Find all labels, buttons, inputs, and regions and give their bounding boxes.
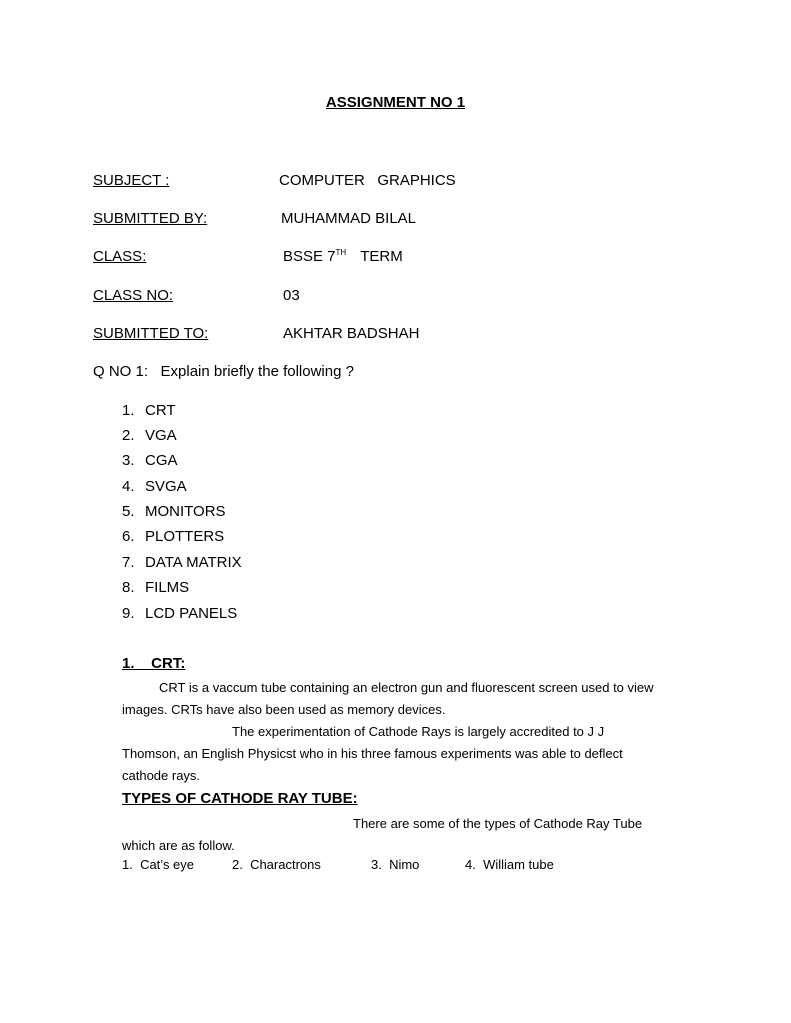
list-item-number: 2. [122, 427, 135, 444]
submitted-to-value: AKHTAR BADSHAH [283, 325, 420, 342]
crt-heading: 1. CRT: [122, 655, 186, 672]
list-item-text: PLOTTERS [145, 528, 225, 545]
types-intro-line: which are as follow. [122, 838, 235, 853]
list-item-text: MONITORS [145, 503, 226, 520]
list-item-number: 7. [122, 554, 135, 571]
list-item-text: CGA [145, 452, 178, 469]
list-item-number: 8. [122, 579, 135, 596]
submitted-by-label: SUBMITTED BY: [93, 210, 208, 227]
subject-value: COMPUTER GRAPHICS [279, 172, 456, 189]
list-item-text: VGA [145, 427, 177, 444]
list-item-text: FILMS [145, 579, 190, 596]
class-value-prefix: BSSE 7 [283, 248, 336, 265]
types-heading: TYPES OF CATHODE RAY TUBE: [122, 790, 358, 807]
crt-paragraph-line: Thomson, an English Physicst who in his three famous experiments was able to deflect [122, 746, 623, 761]
crt-paragraph-line: CRT is a vaccum tube containing an electron gun and fluorescent screen used to view [159, 680, 654, 695]
class-no-label: CLASS NO: [93, 287, 174, 304]
list-item-text: CRT [145, 402, 176, 419]
types-list-item: 1. Cat’s eye [122, 857, 195, 872]
submitted-to-label: SUBMITTED TO: [93, 325, 209, 342]
class-value-suffix: TERM [360, 248, 403, 265]
class-value-sup: TH [335, 248, 347, 257]
crt-paragraph-line: images. CRTs have also been used as memory devices. [122, 702, 446, 717]
submitted-by-value: MUHAMMAD BILAL [281, 210, 417, 227]
list-item-number: 3. [122, 452, 135, 469]
list-item-text: DATA MATRIX [145, 554, 242, 571]
list-item-number: 6. [122, 528, 135, 545]
class-value [283, 248, 403, 265]
types-intro-line: There are some of the types of Cathode Ray Tube [353, 816, 643, 831]
list-item-number: 1. [122, 402, 135, 419]
question-text: Q NO 1: Explain briefly the following ? [93, 363, 354, 380]
list-item-number: 5. [122, 503, 135, 520]
list-item-text: SVGA [145, 478, 187, 495]
list-item-number: 9. [122, 605, 135, 622]
crt-paragraph-line: cathode rays. [122, 768, 201, 783]
list-item-text: LCD PANELS [145, 605, 238, 622]
page-title: ASSIGNMENT NO 1 [325, 94, 466, 111]
types-list-item: 4. William tube [465, 857, 554, 872]
class-label: CLASS: [93, 248, 147, 265]
types-list-item: 2. Charactrons [232, 857, 321, 872]
crt-paragraph-line: The experimentation of Cathode Rays is largely accredited to J J [232, 724, 605, 739]
types-list-item: 3. Nimo [371, 857, 420, 872]
class-no-value: 03 [283, 287, 300, 304]
list-item-number: 4. [122, 478, 135, 495]
subject-label: SUBJECT : [93, 172, 170, 189]
